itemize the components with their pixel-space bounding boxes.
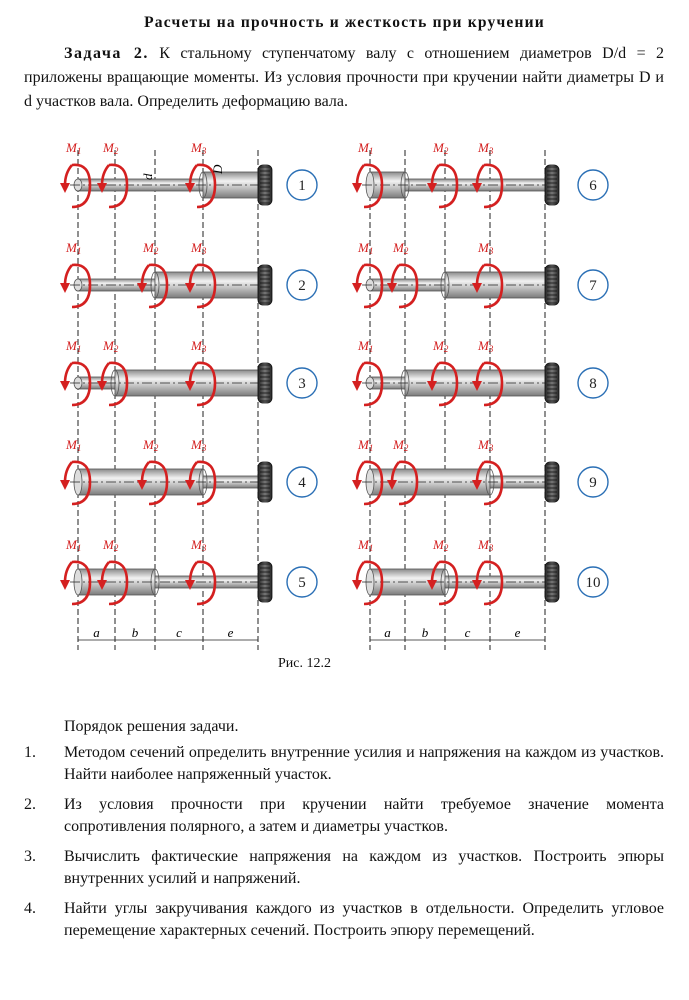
scheme-number: 10 bbox=[585, 575, 601, 591]
moment-label: M3 bbox=[478, 338, 494, 354]
moment-label: M1 bbox=[66, 338, 82, 354]
shaft-scheme bbox=[60, 338, 317, 405]
moment-label: M3 bbox=[191, 537, 207, 553]
moment-label: M2 bbox=[393, 240, 409, 256]
steps-list bbox=[24, 742, 664, 950]
moment-label: M3 bbox=[191, 240, 207, 256]
moment-label: M1 bbox=[358, 240, 374, 256]
moment-label: M1 bbox=[358, 537, 374, 553]
moment-label: M2 bbox=[103, 537, 119, 553]
moment-label: M2 bbox=[103, 140, 119, 156]
scheme-number: 6 bbox=[589, 178, 597, 194]
moment-label: M2 bbox=[103, 338, 119, 354]
shaft-segment bbox=[490, 476, 545, 488]
step-item: 4. Найти углы закручивания каждого из участков в отдельности. Определить угловое перемещение характерных сечений. Построить эпюру перемещений. bbox=[24, 900, 664, 939]
moment-label: M3 bbox=[478, 140, 494, 156]
diameter-label-d: d bbox=[140, 173, 155, 180]
segment-label: a bbox=[384, 625, 391, 640]
task-label: Задача 2. bbox=[64, 45, 149, 62]
moment-label: M1 bbox=[66, 537, 82, 553]
moment-label: M1 bbox=[358, 437, 374, 453]
segment-label: e bbox=[227, 625, 234, 640]
scheme-number: 7 bbox=[589, 278, 597, 294]
moment-label: M1 bbox=[358, 140, 374, 156]
scheme-number: 2 bbox=[298, 278, 306, 294]
moment-label: M1 bbox=[358, 338, 374, 354]
shaft-segment bbox=[203, 172, 258, 198]
moment-label: M3 bbox=[478, 437, 494, 453]
segment-label: e bbox=[514, 625, 521, 640]
diameter-label-D: D bbox=[210, 164, 225, 174]
scheme-number: 9 bbox=[589, 475, 597, 491]
scheme-number: 1 bbox=[298, 178, 306, 194]
shaft-scheme bbox=[352, 140, 608, 207]
moment-label: M2 bbox=[143, 437, 159, 453]
shaft-figure bbox=[0, 130, 689, 650]
shaft-segment bbox=[155, 272, 258, 298]
moment-label: M3 bbox=[191, 338, 207, 354]
segment-label: c bbox=[464, 625, 471, 640]
shaft-scheme bbox=[60, 537, 317, 604]
moment-label: M3 bbox=[191, 437, 207, 453]
moment-label: M2 bbox=[433, 140, 449, 156]
shaft-segment bbox=[155, 576, 258, 588]
segment-label: b bbox=[131, 625, 139, 640]
step-item: 3. Вычислить фактические напряжения на каждом из участков. Построить эпюры внутренних усилий и напряжений. bbox=[24, 848, 664, 887]
moment-label: M2 bbox=[433, 537, 449, 553]
moment-label: M2 bbox=[393, 437, 409, 453]
shaft-segment bbox=[203, 476, 258, 488]
moment-label: M3 bbox=[478, 537, 494, 553]
shaft-scheme bbox=[352, 240, 608, 307]
moment-label: M3 bbox=[191, 140, 207, 156]
scheme-number: 8 bbox=[589, 376, 597, 392]
step-item: 2. Из условия прочности при кручении найти требуемое значение момента сопротивления полярного, а затем и диаметры участков. bbox=[24, 796, 664, 835]
segment-label: b bbox=[421, 625, 429, 640]
segment-label: a bbox=[93, 625, 100, 640]
step-item: 1. Методом сечений определить внутренние усилия и напряжения на каждом из участков. Найти наиболее напряженный участок. bbox=[24, 744, 664, 783]
page-title: Расчеты на прочность и жесткость при кручении bbox=[144, 14, 545, 31]
scheme-number: 4 bbox=[298, 475, 306, 491]
moment-label: M1 bbox=[66, 240, 82, 256]
moment-label: M1 bbox=[66, 437, 82, 453]
moment-label: M1 bbox=[66, 140, 82, 156]
moment-label: M2 bbox=[143, 240, 159, 256]
shaft-scheme bbox=[60, 240, 317, 307]
segment-label: c bbox=[176, 625, 182, 640]
moment-label: M3 bbox=[478, 240, 494, 256]
scheme-number: 3 bbox=[298, 376, 306, 392]
task-body: К стальному ступенчатому валу с отношением диаметров D/d = 2 приложены вращающие моменты. Из условия прочности при кручении найти диаметры D и d участков вала. Определить деформацию вала. bbox=[24, 45, 665, 110]
shaft-scheme bbox=[60, 437, 317, 504]
steps-heading: Порядок решения задачи. bbox=[64, 718, 239, 735]
task-text bbox=[24, 42, 664, 114]
shaft-scheme bbox=[352, 437, 608, 504]
shaft-scheme bbox=[352, 537, 608, 604]
scheme-number: 5 bbox=[298, 575, 306, 591]
figure-caption: Рис. 12.2 bbox=[278, 656, 331, 671]
shaft-scheme bbox=[60, 140, 317, 207]
shaft-scheme bbox=[352, 338, 608, 405]
moment-label: M2 bbox=[433, 338, 449, 354]
